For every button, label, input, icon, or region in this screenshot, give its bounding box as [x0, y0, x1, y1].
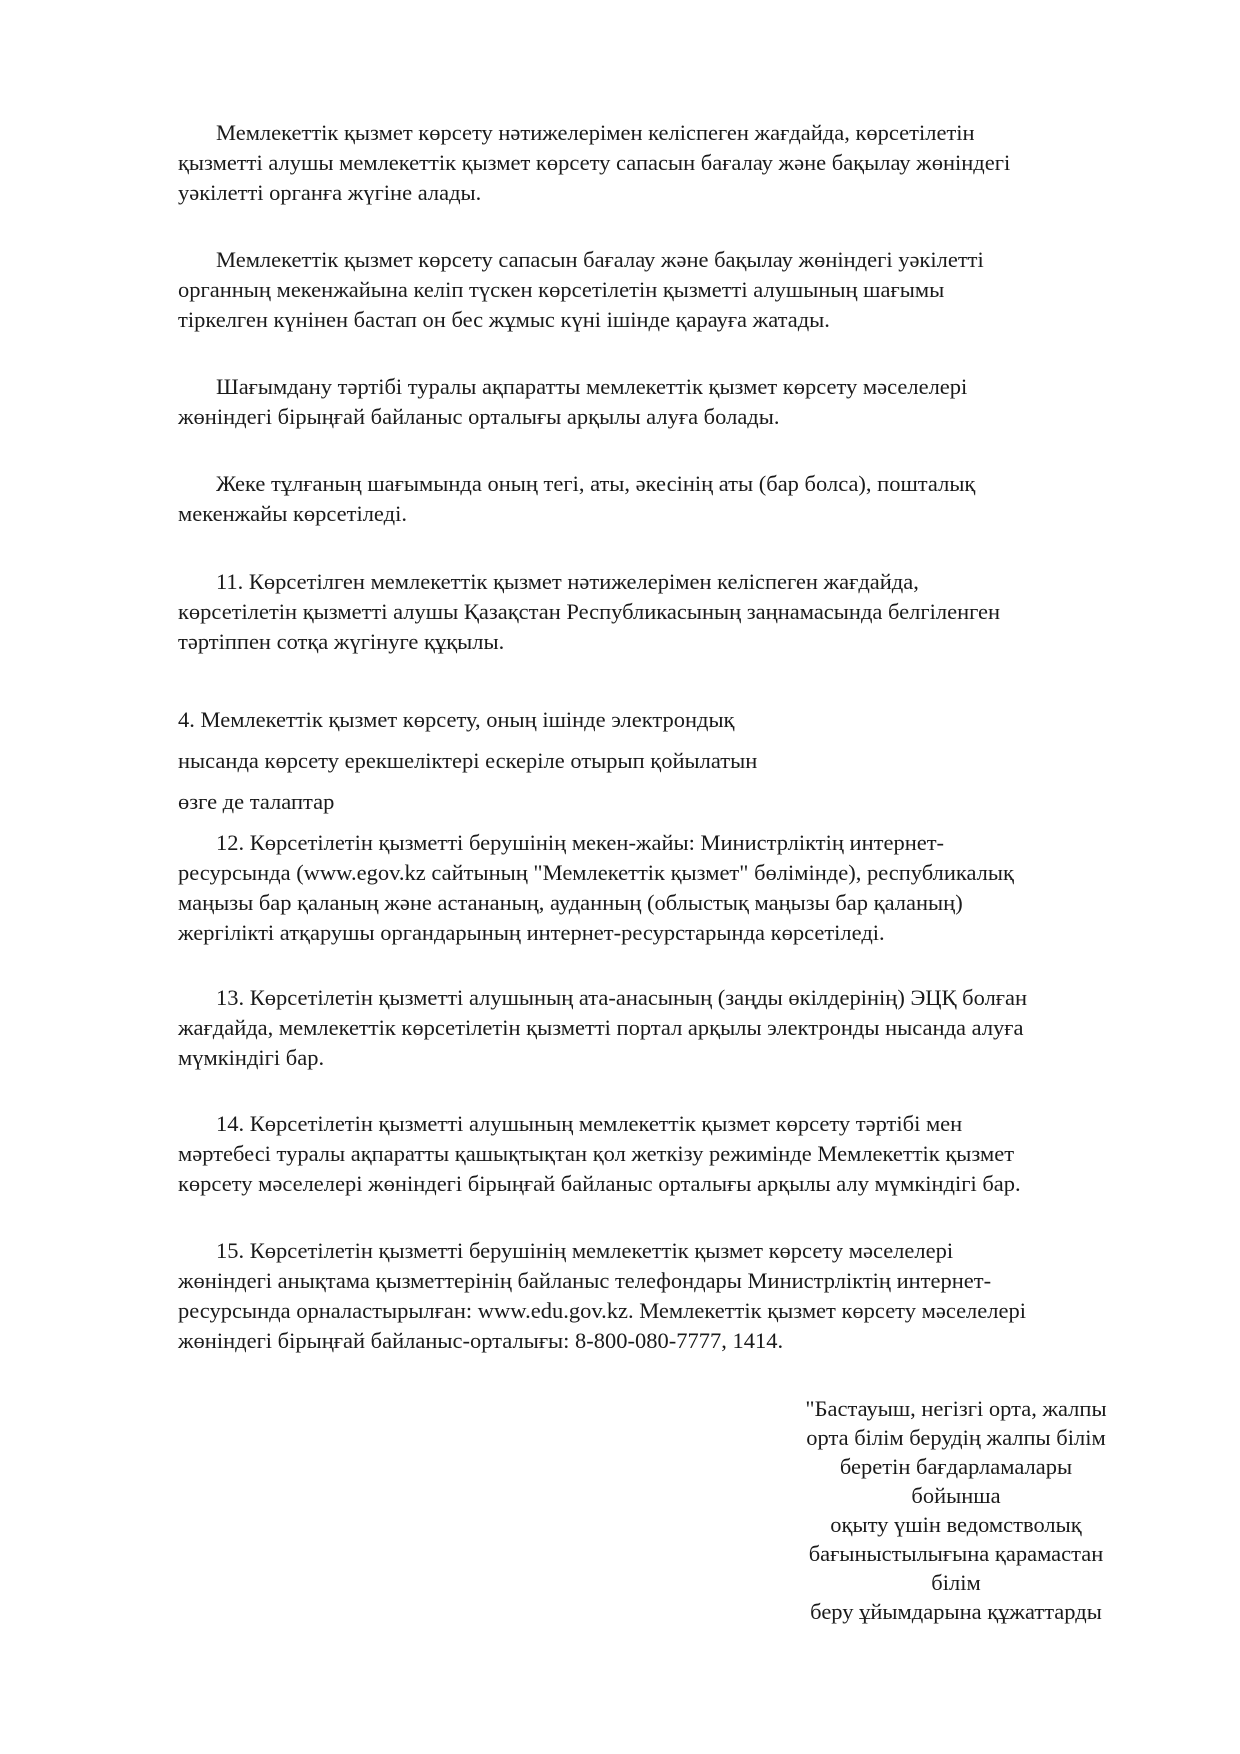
text-line: жағдайда, мемлекеттік көрсетілетін қызметті портал арқылы электронды нысанда алуға: [178, 1015, 1024, 1040]
text-line: мүмкіндігі бар.: [178, 1045, 325, 1070]
text-line: тәртіппен сотқа жүгінуге құқылы.: [178, 629, 505, 654]
text-line: органның мекенжайына келіп түскен көрсетілетін қызметті алушының шағымы: [178, 277, 945, 302]
text-line: 11. Көрсетілген мемлекеттік қызмет нәтижелерімен келіспеген жағдайда,: [216, 569, 919, 594]
annex-title-line: бойынша: [911, 1483, 1001, 1508]
text-line: көрсетілетін қызметті алушы Қазақстан Республикасының заңнамасында белгіленген: [178, 599, 1001, 624]
section-heading-line-1: 4. Мемлекеттік қызмет көрсету, оның ішінде электрондық: [178, 707, 735, 732]
annex-title-line: оқыту үшін ведомстволық: [830, 1512, 1082, 1537]
text-line: 12. Көрсетілетін қызметті берушінің мекен-жайы: Министрліктің интернет-: [216, 830, 945, 855]
paragraph-item-15: [178, 1236, 1138, 1356]
paragraph-complaint-review-period: [178, 245, 1138, 335]
paragraph-item-13: [178, 983, 1138, 1073]
paragraph-item-11: [178, 567, 1138, 657]
annex-title-line: "Бастауыш, негізгі орта, жалпы: [805, 1396, 1107, 1421]
text-line: ресурсында орналастырылған: www.edu.gov.kz. Мемлекеттік қызмет көрсету мәселелері: [178, 1298, 1026, 1323]
text-line: 15. Көрсетілетін қызметті берушінің мемлекеттік қызмет көрсету мәселелері: [216, 1238, 954, 1263]
text-line: көрсету мәселелері жөніндегі бірыңғай байланыс орталығы арқылы алу мүмкіндігі бар.: [178, 1171, 1021, 1196]
annex-title-line: орта білім берудің жалпы білім: [806, 1425, 1106, 1450]
text-line: мәртебесі туралы ақпаратты қашықтықтан қол жеткізу режимінде Мемлекеттік қызмет: [178, 1141, 1015, 1166]
text-line: жөніндегі бірыңғай байланыс-орталығы: 8-800-080-7777, 1414.: [178, 1328, 784, 1353]
text-line: қызметті алушы мемлекеттік қызмет көрсету сапасын бағалау және бақылау жөніндегі: [178, 150, 1011, 175]
section-heading-line-2: нысанда көрсету ерекшеліктері ескеріле отырып қойылатын: [178, 748, 758, 773]
text-line: 13. Көрсетілетін қызметті алушының ата-анасының (заңды өкілдерінің) ЭЦҚ болған: [216, 985, 1028, 1010]
text-line: Мемлекеттік қызмет көрсету нәтижелерімен келіспеген жағдайда, көрсетілетін: [216, 120, 975, 145]
text-line: мекенжайы көрсетіледі.: [178, 501, 407, 526]
section-heading-line-3: өзге де талаптар: [178, 789, 335, 814]
paragraph-item-12: [178, 828, 1138, 948]
paragraph-item-14: [178, 1109, 1138, 1199]
annex-title-line: беру ұйымдарына құжаттарды: [810, 1599, 1102, 1624]
annex-title-line: білім: [931, 1570, 981, 1595]
text-line: Жеке тұлғаның шағымында оның тегі, аты, әкесінің аты (бар болса), пошталық: [216, 471, 976, 496]
annex-title-line: беретін бағдарламалары: [839, 1454, 1073, 1479]
text-line: маңызы бар қаланың және астананың, ауданның (облыстық маңызы бар қаланың): [178, 890, 963, 915]
text-line: жергілікті атқарушы органдарының интернет-ресурстарында көрсетіледі.: [178, 920, 885, 945]
text-line: жөніндегі анықтама қызметтерінің байланыс телефондары Министрліктің интернет-: [178, 1268, 992, 1293]
text-line: Мемлекеттік қызмет көрсету сапасын бағалау және бақылау жөніндегі уәкілетті: [216, 247, 984, 272]
text-line: ресурсында (www.egov.kz сайтының "Мемлекеттік қызмет" бөлімінде), республикалық: [178, 860, 1014, 885]
text-line: тіркелген күнінен бастап он бес жұмыс күні ішінде қарауға жатады.: [178, 307, 830, 332]
annex-title-line: бағыныстылығына қарамастан: [808, 1541, 1104, 1566]
paragraph-complaint-details: [178, 469, 1138, 529]
paragraph-appeal-authority: [178, 118, 1138, 208]
annex-title-block: [770, 1394, 1142, 1626]
text-line: Шағымдану тәртібі туралы ақпаратты мемлекеттік қызмет көрсету мәселелері: [216, 374, 968, 399]
paragraph-complaint-info: [178, 372, 1138, 432]
text-line: 14. Көрсетілетін қызметті алушының мемлекеттік қызмет көрсету тәртібі мен: [216, 1111, 963, 1136]
text-line: уәкілетті органға жүгіне алады.: [178, 180, 482, 205]
text-line: жөніндегі бірыңғай байланыс орталығы арқылы алуға болады.: [178, 404, 780, 429]
